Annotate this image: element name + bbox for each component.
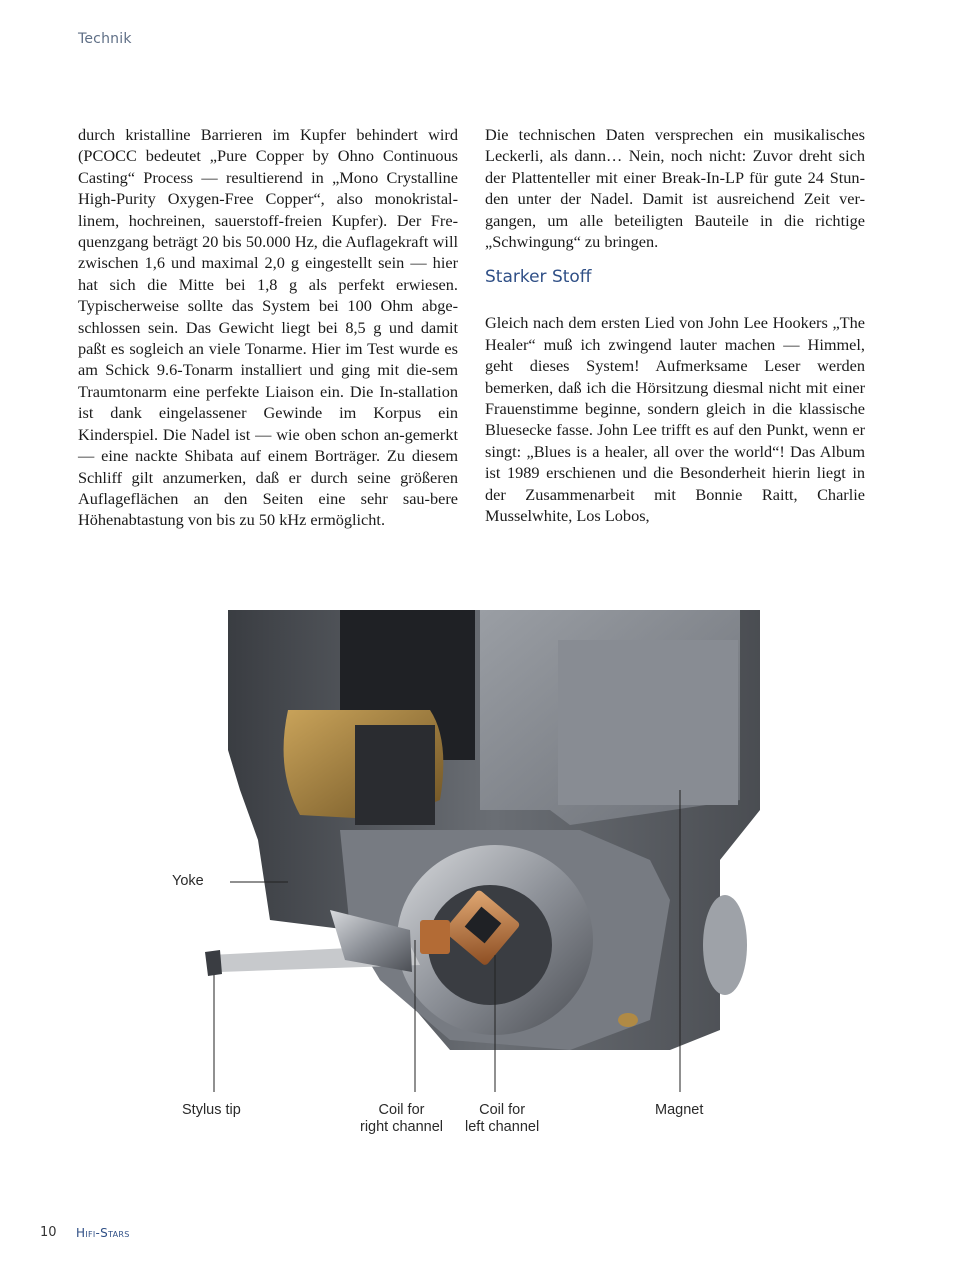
left-column (78, 124, 458, 545)
section-label: Technik (78, 31, 132, 47)
side-cylinder (703, 895, 747, 995)
magazine-name: Hifi-Stars (76, 1226, 130, 1240)
right-column (485, 124, 865, 541)
label-coil-right: Coil for right channel (360, 1102, 444, 1135)
label-coil-left: Coil for left channel (465, 1102, 540, 1135)
right-paragraph-2: Gleich nach dem ersten Lied von John Lee Hookers „The Healer“ muß ich zwingend lauter machen — Himmel, geht dieses System! Aufmerksame Leser werden bemerken, daß ich die Hörsitzung diesmal nicht mit einer Frauenstimme beginne, sondern gleich in die klassische Bluesecke fasse. John Lee trifft es auf den Punkt, wenn er singt: „Blues is a healer, all over the world“! Das Album ist 1989 erschienen und die Besonderheit hierin liegt in der Zusammenarbeit mit Bonnie Raitt, Charlie Musselwhite, Los Lobos, (485, 313, 865, 526)
coil-side (420, 920, 450, 954)
cartridge-illustration (150, 600, 810, 1160)
stylus-tip-shape (205, 950, 222, 976)
insert-slot (355, 725, 435, 825)
cartridge-drawing (150, 600, 810, 1160)
brass-screw (618, 1013, 638, 1027)
label-stylus-tip: Stylus tip (182, 1102, 241, 1118)
right-paragraph-1: Die technischen Daten versprechen ein musikalisches Leckerli, als dann… Nein, noch nicht: Zuvor dreht sich der Plattenteller mit einer Break-In-LP für gute 24 Stun-den unter der Nadel. Damit ist ausreichend Zeit ver-gangen, um alle beteiligten Bauteile in die richtige „Schwingung“ zu bringen. (485, 125, 865, 252)
page-number: 10 (40, 1225, 57, 1240)
magnet-face (558, 640, 738, 805)
label-yoke: Yoke (172, 873, 204, 889)
subheading: Starker Stoff (485, 267, 592, 288)
left-paragraph: durch kristalline Barrieren im Kupfer behindert wird (PCOCC bedeutet „Pure Copper by Ohno Continuous Casting“ Process — resultierend in „Mono Crystalline High-Purity Oxygen-Free Copper“, also monokristal-linem, hochreinen, sauerstoff-freien Kupfer). Der Fre-quenzgang beträgt 20 bis 50.000 Hz, die Auflagekraft will zwischen 1,6 und maximal 2,0 g eingestellt sein — hier hat sich die Mitte bei 1,8 g als perfekt erwiesen. Typischerweise sollte das System bei 100 Ohm abge-schlossen sein. Das Gewicht liegt bei 8,5 g und damit paßt es sogleich an viele Tonarme. Hier im Test wurde es am Schick 9.6-Tonarm installiert und ging mit die-sem Traumtonarm eine perfekte Liaison ein. Die In-stallation ist dank eingelassener Gewinde im Korpus ein Kinderspiel. Die Nadel ist — wie oben schon an-gemerkt — eine nackte Shibata auf einem Borträger. Zu diesem Schliff gilt anzumerken, daß er durch seine größeren Auflageflächen an den Seiten eine sehr sau-bere Höhenabtastung von bis zu 50 kHz ermöglicht. (78, 125, 458, 530)
label-magnet: Magnet (655, 1102, 704, 1118)
